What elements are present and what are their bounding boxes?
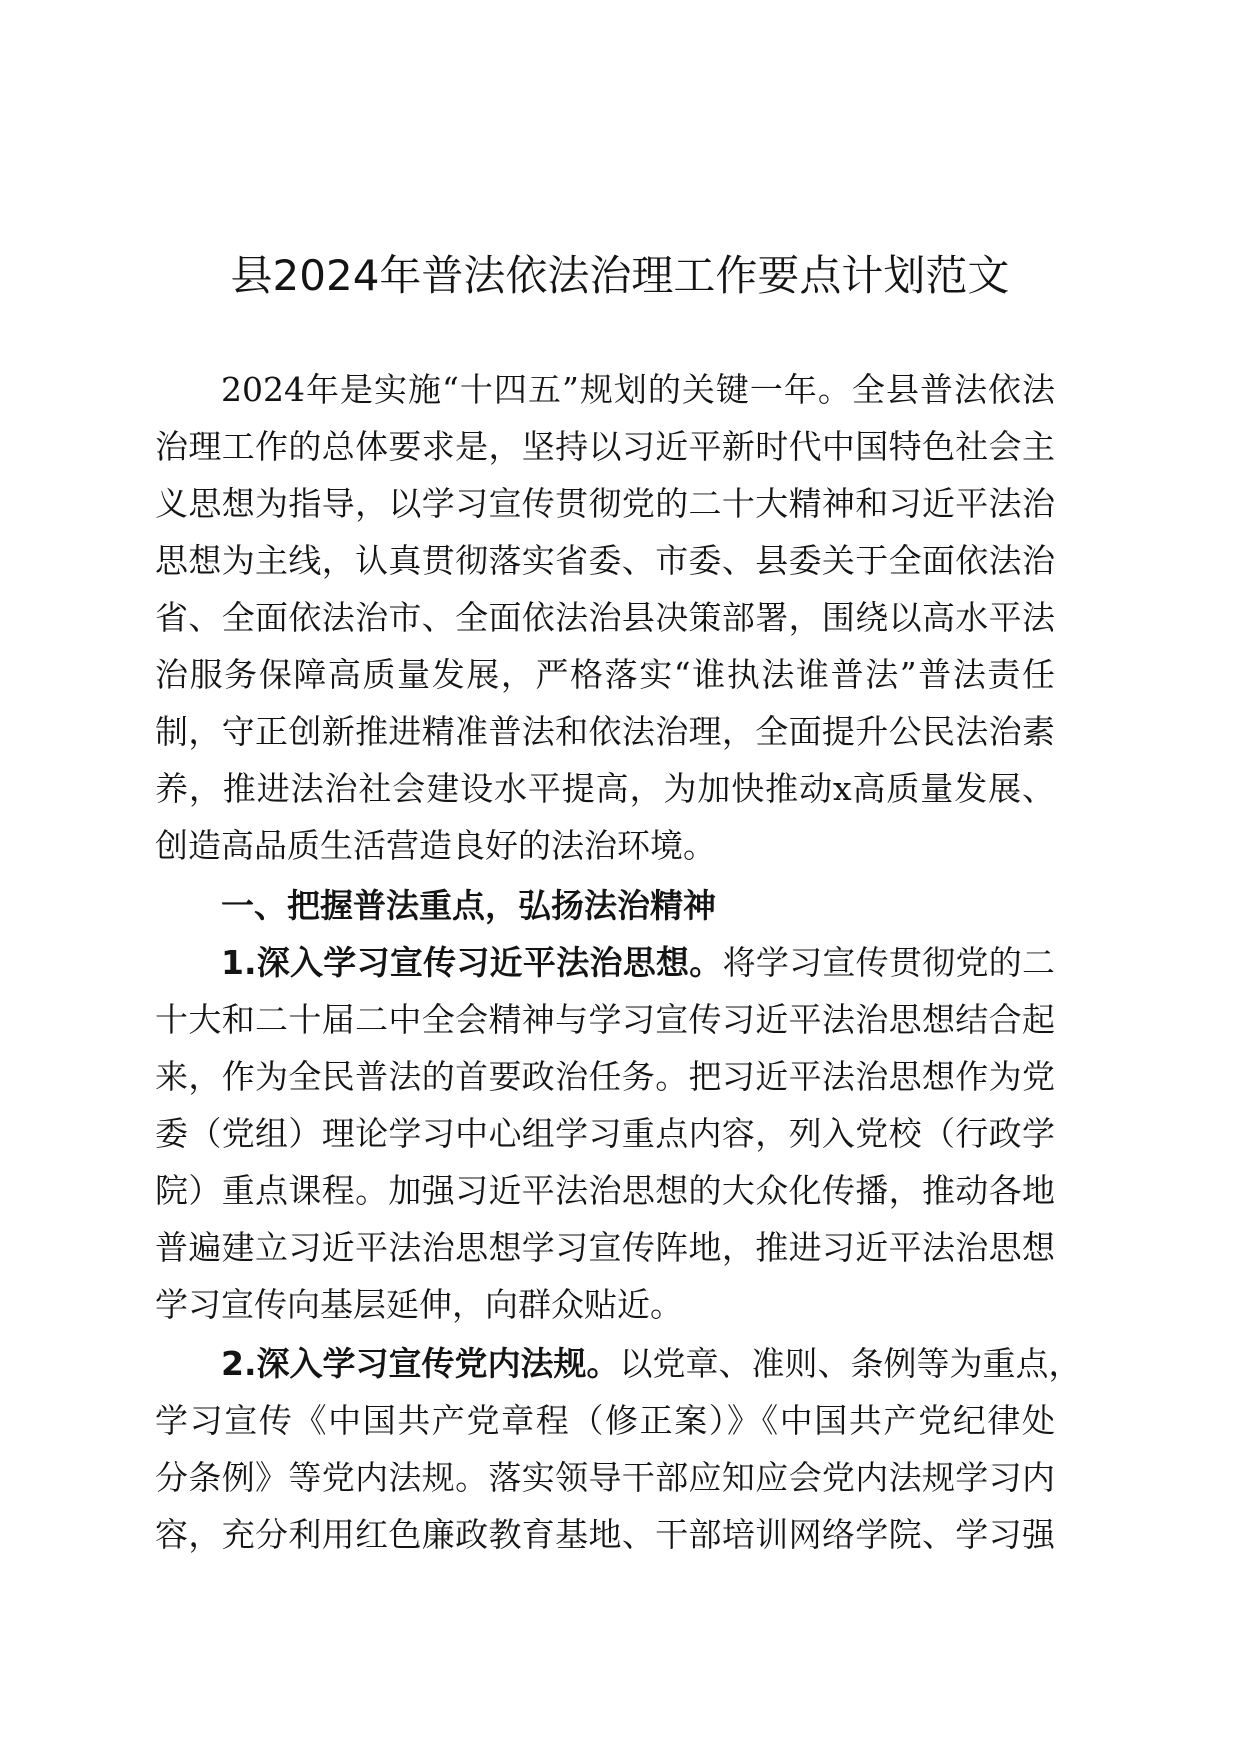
item-2-line: 学习宣传《中国共产党章程（修正案）》《中国共产党纪律处 (155, 1401, 1055, 1440)
section-heading: 一、把握普法重点，弘扬法治精神 (221, 886, 716, 925)
item-1-line: 学习宣传向基层延伸，向群众贴近。 (155, 1285, 683, 1324)
item-1-line: 十大和二十届二中全会精神与学习宣传习近平法治思想结合起 (155, 1000, 1055, 1039)
item-2-first-line (155, 1335, 1082, 1392)
item-1-line: 来，作为全民普法的首要政治任务。把习近平法治思想作为党 (155, 1057, 1055, 1096)
item-1-line: 院）重点课程。加强习近平法治思想的大众化传播，推动各地 (155, 1171, 1055, 1210)
item-1-first-line (155, 934, 1055, 991)
intro-line: 2024年是实施“十四五”规划的关键一年。全县普法依法 (221, 370, 1055, 409)
item-2-line: 容，充分利用红色廉政教育基地、干部培训网络学院、学习强 (155, 1515, 1055, 1554)
item-1-paragraph (155, 934, 1055, 1333)
item-1-lead: 1.深入学习宣传习近平法治思想。 (221, 943, 723, 982)
item-1-line: 委（党组）理论学习中心组学习重点内容，列入党校（行政学 (155, 1114, 1055, 1153)
item-1-line: 普遍建立习近平法治思想学习宣传阵地，推进习近平法治思想 (155, 1228, 1055, 1267)
item-2-line: 分条例》等党内法规。落实领导干部应知应会党内法规学习内 (155, 1458, 1055, 1497)
item-1-first-rest: 将学习宣传贯彻党的二 (722, 943, 1056, 982)
intro-line: 治服务保障高质量发展，严格落实“谁执法谁普法”普法责任 (155, 655, 1055, 694)
intro-line: 创造高品质生活营造良好的法治环境。 (155, 826, 716, 865)
intro-line: 思想为主线，认真贯彻落实省委、市委、县委关于全面依法治 (155, 541, 1055, 580)
intro-line: 制，守正创新推进精准普法和依法治理，全面提升公民法治素 (155, 712, 1055, 751)
intro-paragraph (155, 361, 1055, 874)
item-2-first-rest: 以党章、准则、条例等为重点， (619, 1344, 1082, 1383)
intro-line: 义思想为指导，以学习宣传贯彻党的二十大精神和习近平法治 (155, 484, 1055, 523)
intro-line: 养，推进法治社会建设水平提高，为加快推动x高质量发展、 (155, 769, 1055, 808)
item-2-paragraph (155, 1335, 1082, 1563)
intro-line: 治理工作的总体要求是，坚持以习近平新时代中国特色社会主 (155, 427, 1055, 466)
item-2-lead: 2.深入学习宣传党内法规。 (221, 1344, 620, 1383)
document-title: 县2024年普法依法治理工作要点计划范文 (230, 251, 1010, 300)
intro-line: 省、全面依法治市、全面依法治县决策部署，围绕以高水平法 (155, 598, 1055, 637)
